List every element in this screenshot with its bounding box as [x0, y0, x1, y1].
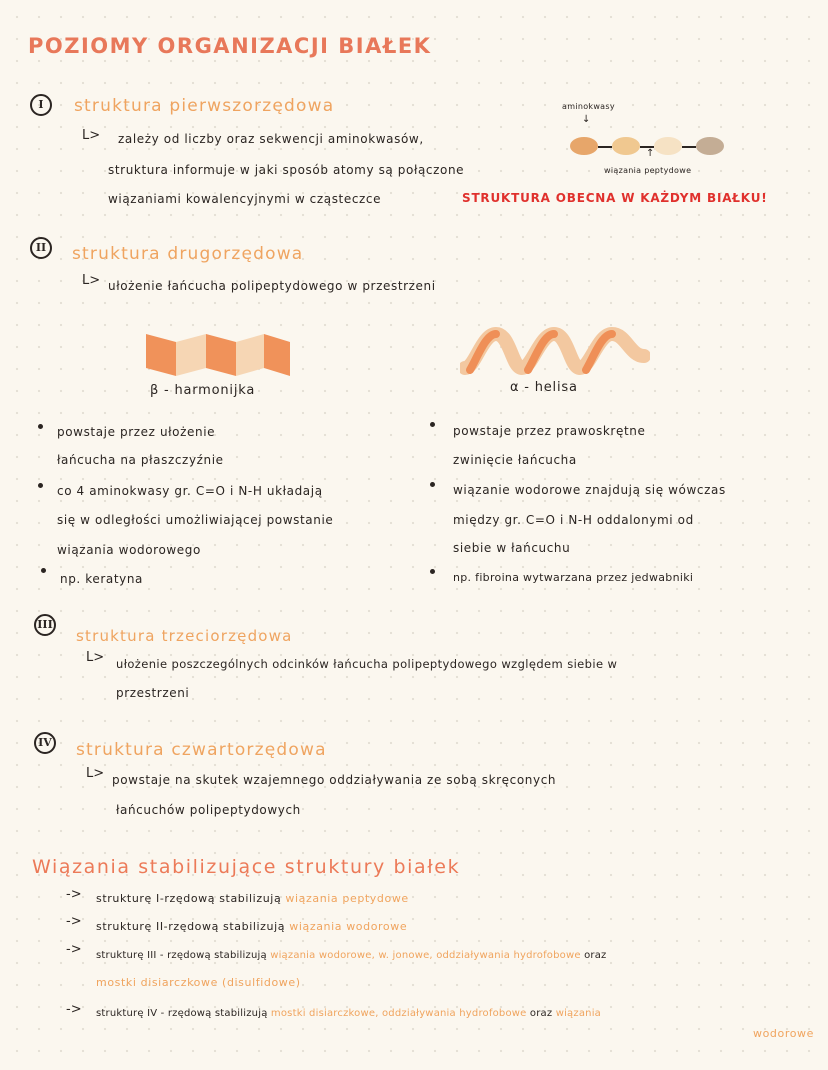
section-1-line-2: struktura informuje w jaki sposób atomy są połączone — [108, 163, 465, 177]
alpha-bullet-1-line-2: zwinięcie łańcucha — [453, 453, 577, 467]
bond-arrow-icon: -> — [66, 1002, 82, 1017]
beta-bullet-2-line-2: się w odległości umożliwiającej powstanie — [57, 513, 334, 527]
section-1-title: struktura pierwszorzędowa — [74, 96, 335, 116]
bullet-dot — [41, 568, 46, 573]
section-2-title: struktura drugorzędowa — [72, 244, 304, 264]
bond-arrow-icon: -> — [66, 887, 82, 902]
alpha-bullet-3-line-1: np. fibroina wytwarzana przez jedwabniki — [453, 571, 694, 584]
alpha-bullet-2-line-2: między gr. C=O i N-H oddalonymi od — [453, 513, 694, 527]
section-1-arrow-icon: L> — [82, 128, 101, 143]
alpha-bullet-2-line-1: wiązanie wodorowe znajdują się wówczas — [453, 483, 726, 497]
bond-item-3-highlight-1: wiązania wodorowe, w. jonowe, oddziaływania hydrofobowe — [270, 950, 581, 961]
section-4-title: struktura czwartorzędowa — [76, 740, 327, 760]
bond-item-2-prefix: strukturę II-rzędową stabilizują — [96, 920, 286, 933]
section-3-line-1: ułożenie poszczególnych odcinków łańcucha polipeptydowego względem siebie w — [116, 657, 618, 671]
amino-acid-chain-diagram — [560, 102, 740, 182]
section-4-arrow-icon: L> — [86, 766, 105, 781]
bond-item-3-mid: oraz — [584, 950, 607, 961]
section-3-arrow-icon: L> — [86, 650, 105, 665]
amino-acid-bead — [612, 137, 640, 155]
arrow-up-icon: ↑ — [646, 148, 655, 159]
bonds-title: Wiązania stabilizujące struktury białek — [32, 856, 461, 878]
bond-item-3-prefix: strukturę III - rzędową stabilizują — [96, 950, 267, 961]
bond-item-1-highlight: wiązania peptydowe — [285, 892, 409, 905]
section-3-line-2: przestrzeni — [116, 686, 190, 700]
peptide-bond-line — [598, 146, 612, 148]
alpha-bullet-2-line-3: siebie w łańcuchu — [453, 541, 571, 555]
bond-arrow-icon: -> — [66, 942, 82, 957]
bond-item-4-highlight-3: wodorowe — [752, 1027, 814, 1040]
beta-bullet-3-line-1: np. keratyna — [60, 572, 144, 586]
alpha-helix-label: α - helisa — [510, 380, 578, 395]
beta-bullet-1-line-2: łańcucha na płaszczyźnie — [57, 453, 224, 467]
beta-bullet-1-line-1: powstaje przez ułożenie — [57, 425, 216, 439]
section-3-title: struktura trzeciorzędowa — [76, 627, 293, 645]
beta-bullet-2-line-3: wiązania wodorowego — [57, 543, 201, 557]
section-2-arrow-icon: L> — [82, 273, 101, 288]
bullet-dot — [38, 424, 43, 429]
section-2-numeral: II — [30, 237, 52, 259]
alpha-bullet-1-line-1: powstaje przez prawoskrętne — [453, 424, 646, 438]
bond-item-1 — [96, 892, 409, 905]
section-3-numeral: III — [34, 614, 56, 636]
page-title: POZIOMY ORGANIZACJI BIAŁEK — [28, 34, 432, 58]
beta-bullet-2-line-1: co 4 aminokwasy gr. C=O i N-H układają — [57, 484, 323, 498]
bond-item-4-highlight-2: wiązania — [555, 1008, 602, 1019]
bullet-dot — [38, 483, 43, 488]
beta-sheet-illustration — [140, 326, 295, 382]
section-4-line-2: łańcuchów polipeptydowych — [116, 803, 301, 817]
bond-item-2-highlight: wiązania wodorowe — [289, 920, 408, 933]
amino-acid-bead — [654, 137, 682, 155]
bond-item-3-highlight-2: mostki disiarczkowe (disulfidowe) — [96, 976, 301, 989]
section-2-line: ułożenie łańcucha polipeptydowego w przestrzeni — [108, 279, 436, 293]
section-4-numeral: IV — [34, 732, 56, 754]
bond-item-4-line-1 — [96, 1008, 601, 1019]
alpha-helix-illustration — [460, 326, 650, 376]
beta-sheet-label: β - harmonijka — [150, 383, 256, 398]
bond-item-4-mid: oraz — [529, 1008, 553, 1019]
arrow-down-icon: ↓ — [582, 114, 591, 125]
bond-arrow-icon: -> — [66, 914, 82, 929]
bond-item-3-line-1 — [96, 950, 607, 961]
bond-item-1-prefix: strukturę I-rzędową stabilizują — [96, 892, 282, 905]
bullet-dot — [430, 482, 435, 487]
bullet-dot — [430, 569, 435, 574]
section-1-line-1: zależy od liczby oraz sekwencji aminokwasów, — [118, 132, 424, 146]
amino-acid-bead — [696, 137, 724, 155]
amino-acid-bead — [570, 137, 598, 155]
section-1-line-3: wiązaniami kowalencyjnymi w cząsteczce — [108, 192, 382, 206]
amino-acids-label: aminokwasy — [562, 102, 615, 111]
section-1-note: STRUKTURA OBECNA W KAŻDYM BIAŁKU! — [462, 191, 768, 205]
bond-item-4-highlight-1: mostki disiarczkowe, oddziaływania hydrofobowe — [270, 1008, 527, 1019]
peptide-bonds-label: wiązania peptydowe — [604, 166, 692, 175]
bond-item-2 — [96, 920, 407, 933]
peptide-bond-line — [682, 146, 696, 148]
section-1-numeral: I — [30, 94, 52, 116]
section-4-line-1: powstaje na skutek wzajemnego oddziaływania ze sobą skręconych — [112, 773, 557, 787]
bullet-dot — [430, 422, 435, 427]
bond-item-4-prefix: strukturę IV - rzędową stabilizują — [96, 1008, 268, 1019]
